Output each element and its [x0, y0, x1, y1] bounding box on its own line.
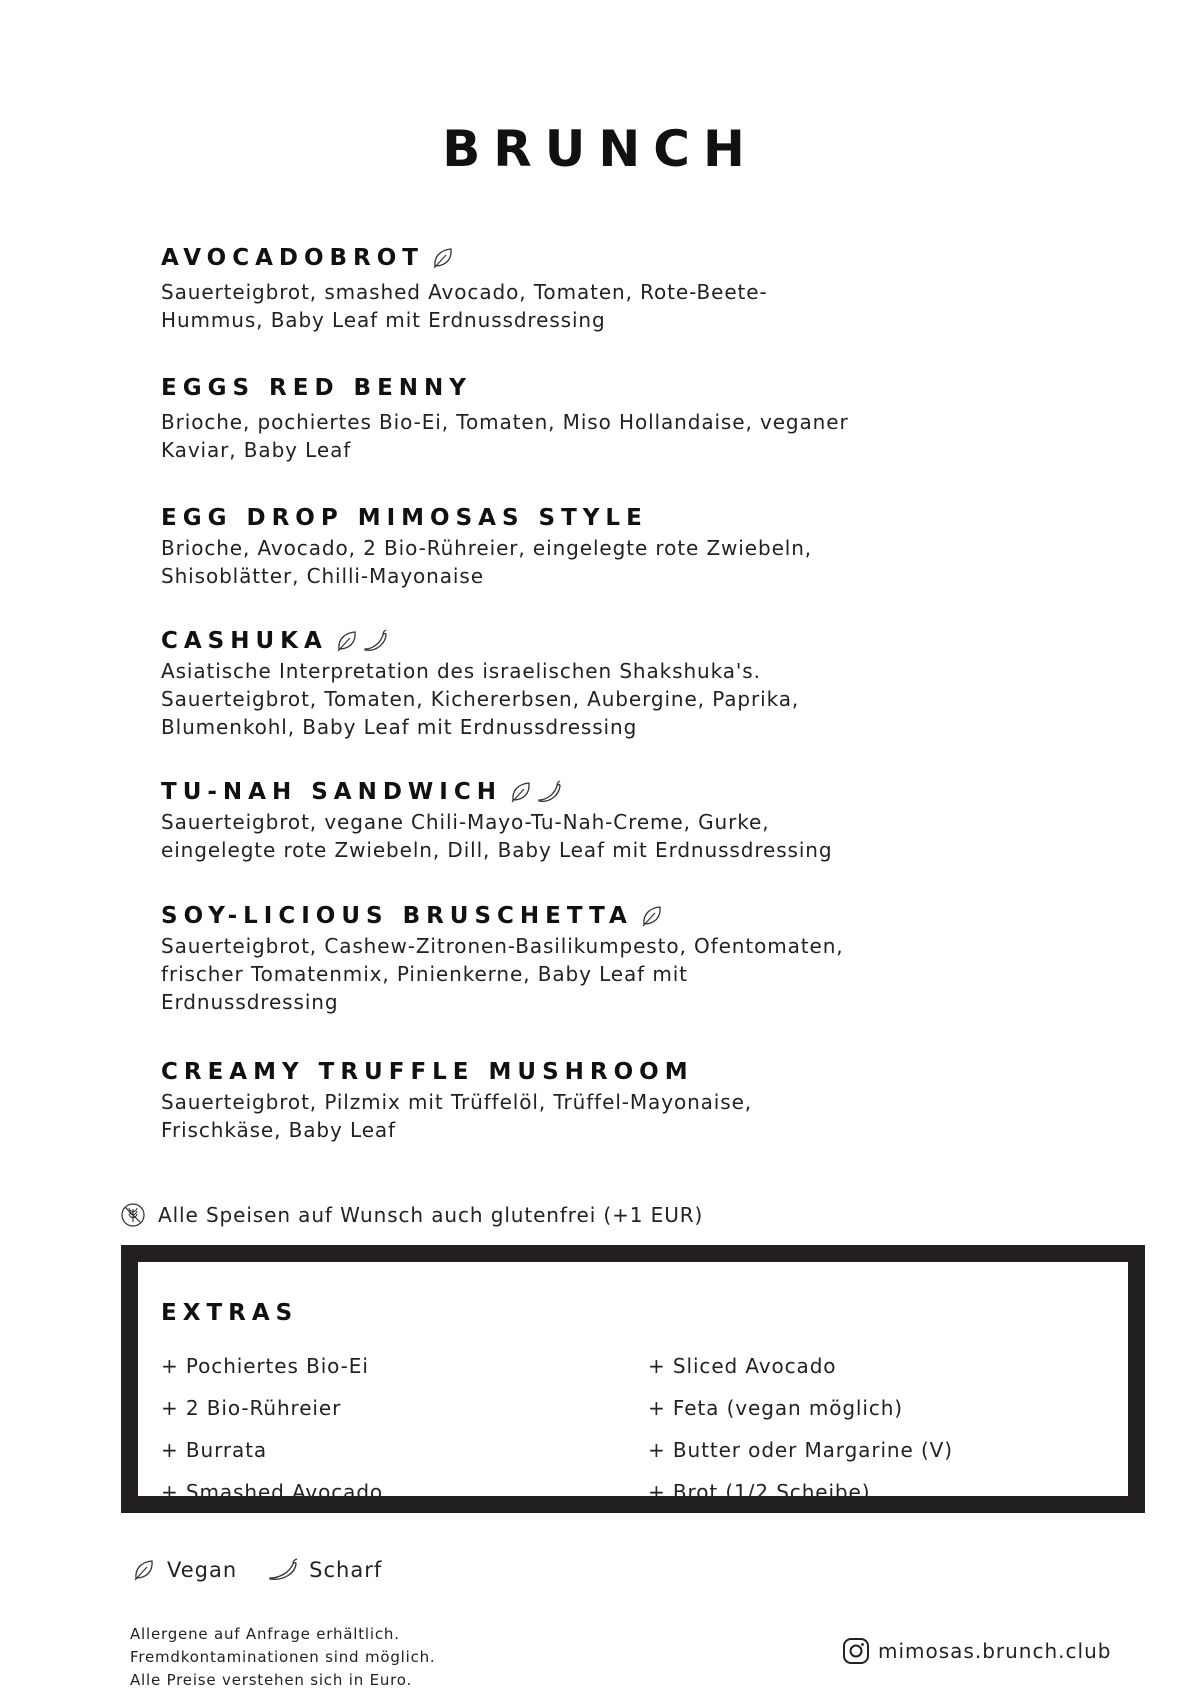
instagram-handle[interactable]: mimosas.brunch.club: [878, 1639, 1112, 1663]
legend: [131, 1557, 382, 1583]
menu-item: [161, 504, 861, 590]
leaf-icon: [430, 245, 456, 271]
menu-item: [161, 1058, 861, 1144]
item-description: Sauerteigbrot, smashed Avocado, Tomaten, Rote-Beete-Hummus, Baby Leaf mit Erdnussdressing: [161, 280, 768, 332]
menu-item: [161, 902, 861, 1016]
item-description: Brioche, pochiertes Bio-Ei, Tomaten, Miso Hollandaise, veganer Kaviar, Baby Leaf: [161, 410, 849, 462]
page-title: BRUNCH: [442, 120, 758, 178]
footnote-line: Allergene auf Anfrage erhältlich.: [130, 1625, 400, 1643]
extras-item: + Smashed Avocado: [161, 1480, 384, 1504]
item-description: Sauerteigbrot, vegane Chili-Mayo-Tu-Nah-Creme, Gurke, eingelegte rote Zwiebeln, Dill, Baby Leaf mit Erdnussdressing: [161, 810, 833, 862]
leaf-icon: [508, 779, 534, 805]
menu-item: [161, 374, 861, 464]
item-name: EGG DROP MIMOSAS STYLE: [161, 505, 648, 531]
instagram-icon: [842, 1637, 870, 1665]
item-name: AVOCADOBROT: [161, 245, 424, 271]
item-name: EGGS RED BENNY: [161, 375, 472, 401]
item-description: Sauerteigbrot, Pilzmix mit Trüffelöl, Trüffel-Mayonaise, Frischkäse, Baby Leaf: [161, 1090, 753, 1142]
extras-item: + Pochiertes Bio-Ei: [161, 1354, 369, 1378]
chili-icon: [362, 628, 388, 654]
footnote-line: Fremdkontaminationen sind möglich.: [130, 1648, 436, 1666]
item-name: SOY-LICIOUS BRUSCHETTA: [161, 903, 633, 929]
extras-item: + Brot (1/2 Scheibe): [648, 1480, 871, 1504]
item-name: CREAMY TRUFFLE MUSHROOM: [161, 1059, 694, 1085]
extras-item: + Butter oder Margarine (V): [648, 1438, 953, 1462]
leaf-icon: [334, 628, 360, 654]
extras-left-column: [161, 1353, 383, 1521]
menu-item: [161, 778, 861, 864]
item-name: CASHUKA: [161, 628, 328, 654]
extras-item: + Feta (vegan möglich): [648, 1396, 904, 1420]
item-description: Brioche, Avocado, 2 Bio-Rühreier, eingelegte rote Zwiebeln, Shisoblätter, Chilli-Mayonaise: [161, 536, 813, 588]
leaf-icon: [131, 1557, 157, 1583]
gluten-free-icon: [120, 1202, 146, 1228]
menu-item: [161, 244, 861, 334]
gluten-free-text: Alle Speisen auf Wunsch auch glutenfrei (+1 EUR): [158, 1203, 704, 1227]
chili-icon: [536, 779, 562, 805]
item-description: Asiatische Interpretation des israelischen Shakshuka's. Sauerteigbrot, Tomaten, Kichererbsen, Aubergine, Paprika, Blumenkohl, Baby Leaf mit Erdnussdressing: [161, 659, 800, 739]
leaf-icon: [639, 903, 665, 929]
chili-icon: [267, 1557, 299, 1583]
extras-right-column: [648, 1353, 953, 1521]
social-handle[interactable]: [842, 1637, 1111, 1665]
menu-item: [161, 627, 861, 741]
extras-box: [121, 1245, 1145, 1513]
legend-vegan-label: Vegan: [167, 1558, 238, 1582]
extras-title: EXTRAS: [161, 1300, 299, 1326]
legend-spicy-label: Scharf: [309, 1558, 383, 1582]
gluten-free-note: [120, 1202, 703, 1228]
extras-item: + Sliced Avocado: [648, 1354, 837, 1378]
footnotes: [130, 1623, 436, 1692]
item-description: Sauerteigbrot, Cashew-Zitronen-Basilikumpesto, Ofentomaten, frischer Tomatenmix, Pinienkerne, Baby Leaf mit Erdnussdressing: [161, 934, 844, 1014]
extras-item: + 2 Bio-Rühreier: [161, 1396, 342, 1420]
item-name: TU-NAH SANDWICH: [161, 779, 502, 805]
footnote-line: Alle Preise verstehen sich in Euro.: [130, 1671, 413, 1689]
extras-item: + Burrata: [161, 1438, 268, 1462]
